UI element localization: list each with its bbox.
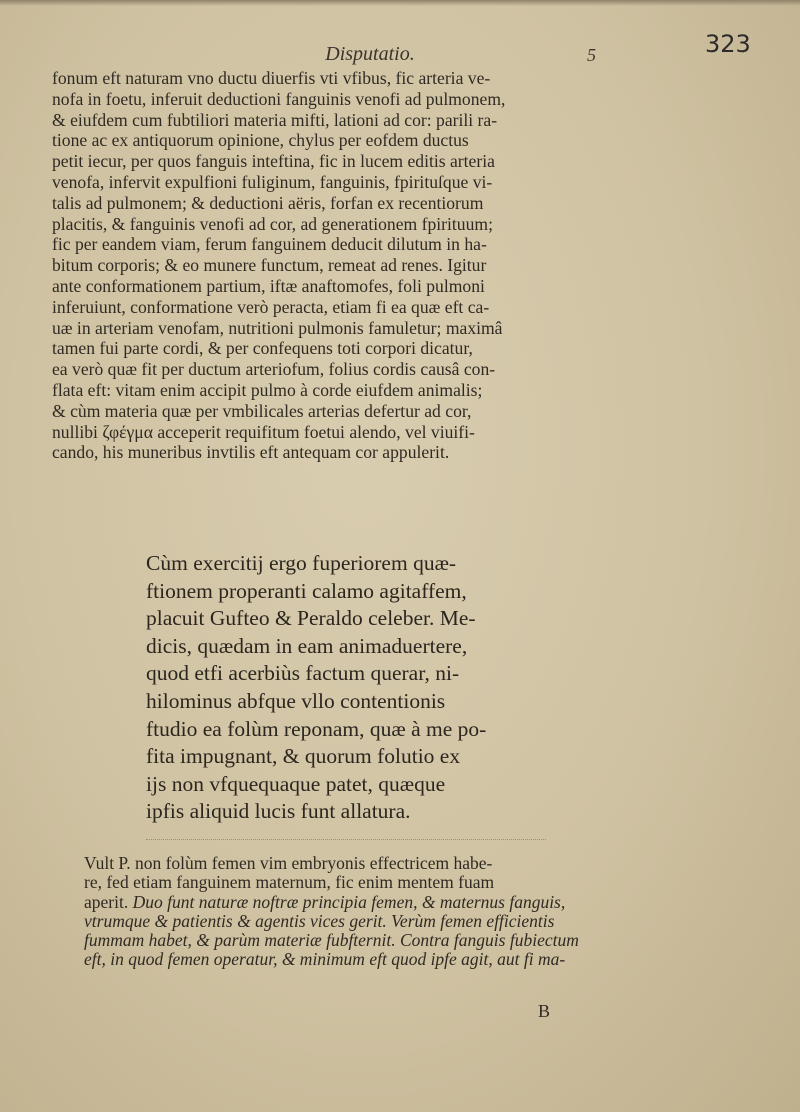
text-line: re, fed etiam fanguinem maternum, fic enim mentem fuam — [84, 872, 495, 893]
paragraph-large-type — [146, 550, 486, 826]
italic-quotation: Duo funt naturæ noftræ principia femen, & maternus fanguis, — [132, 891, 566, 912]
text-line: fic per eandem viam, ferum fanguinem deducit dilutum in ha- — [52, 234, 487, 255]
text-line: Vult P. non folùm femen vim embryonis effectricem habe- — [84, 853, 493, 873]
running-title: Disputatio. — [325, 43, 415, 65]
text-line: ea verò quæ fit per ductum arteriofum, folius cordis causâ con- — [52, 359, 496, 380]
text-line: flata eft: vitam enim accipit pulmo à corde eiufdem animalis; — [52, 379, 483, 400]
paragraph-quotation — [84, 854, 579, 970]
text-line: quod etfi acerbiùs factum querar, ni- — [146, 661, 460, 686]
text-line: & eiufdem cum fubtiliori materia mifti, lationi ad cor: parili ra- — [52, 109, 498, 130]
text-line: nofa in foetu, inferuit deductioni fanguinis venofi ad pulmonem, — [52, 88, 506, 109]
text-line — [84, 893, 579, 912]
text-line: venofa, infervit expulfioni fuliginum, fanguinis, fpirituſque vi- — [52, 171, 493, 192]
signature-mark: B — [538, 1001, 551, 1021]
text-line: talis ad pulmonem; & deductioni aëris, forfan ex recentiorum — [52, 192, 484, 213]
text-line: tione ac ex antiquorum opinione, chylus per eofdem ductus — [52, 130, 469, 151]
text-line: bitum corporis; & eo munere functum, remeat ad renes. Igitur — [52, 255, 487, 276]
italic-line: vtrumque & patientis & agentis vices gerit. Verùm femen efficientis — [84, 910, 555, 931]
text-line: uæ in arteriam venofam, nutritioni pulmonis famuletur; maximâ — [52, 317, 503, 338]
section-divider — [146, 839, 546, 840]
text-line: & cùm materia quæ per vmbilicales arterias defertur ad cor, — [52, 400, 472, 421]
text-line: petit iecur, per quos fanguis inteftina, fic in lucem editis arteria — [52, 151, 495, 172]
page-number: 5 — [587, 45, 596, 65]
handwritten-folio-number: 323 — [705, 30, 751, 58]
italic-line: fummam habet, & parùm materiæ fubfternit. Contra fanguis fubiectum — [84, 930, 579, 951]
text-line: ipfis aliquid lucis funt allatura. — [146, 799, 411, 824]
text-line: ijs non vfquequaque patet, quæque — [146, 771, 446, 796]
text-line: nullibi ζφέγμα acceperit requifitum foetui alendo, vel viuifi- — [52, 421, 475, 442]
text-line: Cùm exercitij ergo fuperiorem quæ- — [146, 551, 457, 575]
text-line: dicis, quædam in eam animaduertere, — [146, 633, 468, 658]
text-line: inferuiunt, conformatione verò peracta, etiam fi ea quæ eft ca- — [52, 296, 490, 317]
text-line: ftudio ea folùm reponam, quæ à me po- — [146, 716, 487, 741]
text-line: ante conformationem partium, iftæ anaftomofes, foli pulmoni — [52, 275, 485, 296]
text-line-start: aperit. — [84, 891, 129, 912]
text-line: cando, his muneribus invtilis eft antequam cor appulerit. — [52, 442, 450, 463]
text-line: ftionem properanti calamo agitaffem, — [146, 578, 467, 603]
page-top-edge — [0, 0, 800, 6]
text-line: placuit Gufteo & Peraldo celeber. Me- — [146, 606, 476, 631]
text-line: fita impugnant, & quorum folutio ex — [146, 744, 461, 769]
paragraph-continuation — [52, 68, 505, 463]
italic-line: eft, in quod femen operatur, & minimum eft quod ipfe agit, aut fi ma- — [84, 949, 566, 970]
text-line: tamen fui parte cordi, & per confequens toti corpori dicatur, — [52, 338, 473, 359]
text-line: hilominus abfque vllo contentionis — [146, 688, 446, 713]
text-line: placitis, & fanguinis venofi ad cor, ad generationem fpirituum; — [52, 213, 493, 234]
text-line: fonum eft naturam vno ductu diuerfis vti vfibus, fic arteria ve- — [52, 68, 491, 88]
